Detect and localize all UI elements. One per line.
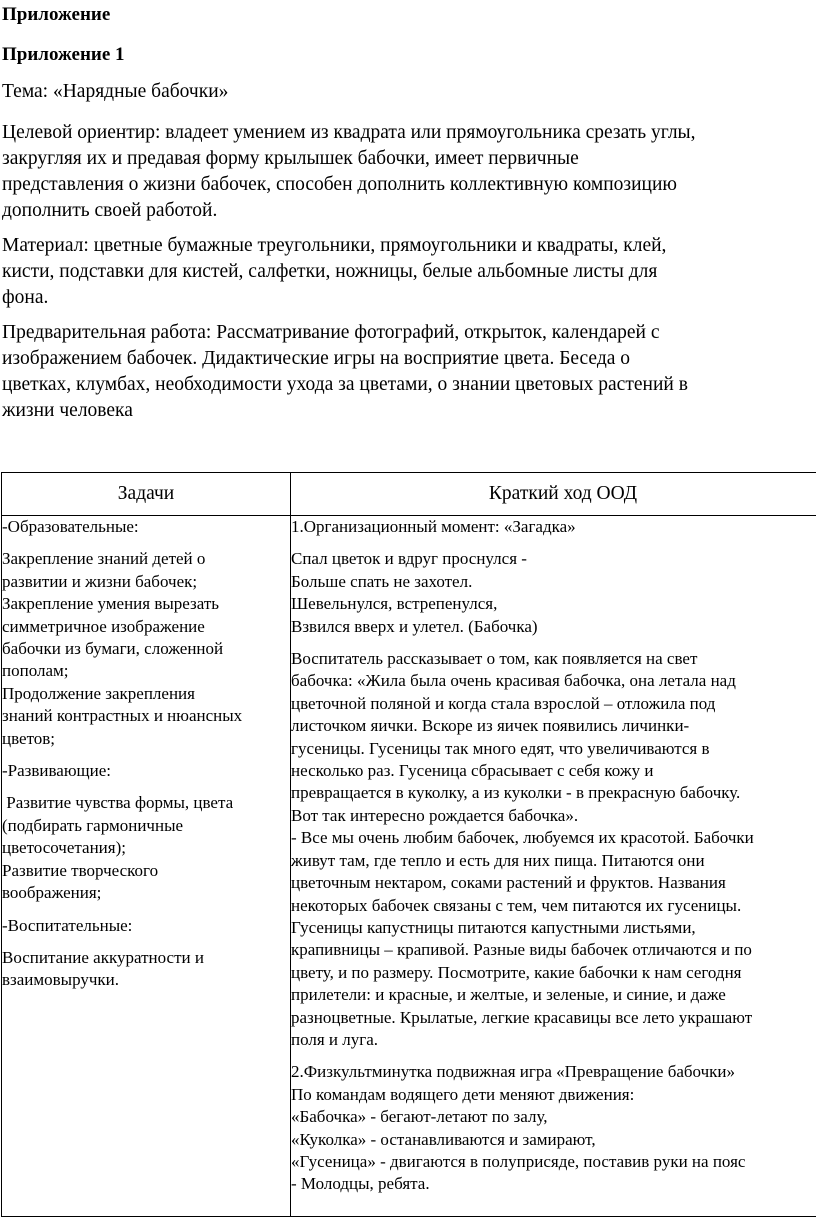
appendix-heading: Приложение 1 [2, 44, 125, 65]
ood-table [1, 472, 816, 1217]
story-line: поля и луга. [291, 1029, 379, 1049]
goal-line: закругляя их и предавая форму крылышек бабочки, имеет первичные [2, 148, 579, 169]
riddle-line: Шевельнулся, встрепенулся, [291, 594, 498, 614]
game-line: - Молодцы, ребята. [291, 1174, 430, 1194]
step-org-moment: 1.Организационный момент: «Загадка» [291, 517, 576, 536]
material-line: кисти, подставки для кистей, салфетки, ножницы, белые альбомные листы для [2, 261, 658, 282]
task-line: знаний контрастных и нюансных [2, 706, 243, 726]
vos-title: -Воспитательные: [2, 915, 133, 935]
prework-line: жизни человека [2, 400, 133, 421]
story-line: Гусеницы капустницы питаются капустными листьями, [291, 917, 696, 937]
course-header: Краткий ход ООД [291, 473, 816, 516]
prework-paragraph [2, 320, 816, 424]
goal-line: дополнить своей работой. [2, 200, 218, 221]
task-line: воображения; [2, 883, 102, 903]
task-line: Развитие чувства формы, цвета [2, 793, 234, 813]
task-line: Закрепление знаний детей о [2, 549, 206, 569]
task-line: Закрепление умения вырезать [2, 594, 220, 614]
goal-line: Целевой ориентир: владеет умением из квадрата или прямоугольника срезать углы, [2, 122, 696, 143]
task-line: Продолжение закрепления [2, 683, 195, 703]
task-line: Развитие творческого [2, 860, 159, 880]
game-line: По командам водящего дети меняют движения: [291, 1084, 635, 1104]
physical-game [291, 1061, 816, 1195]
course-cell [291, 516, 816, 1217]
story-line: некоторых бабочек связаны с тем, чем питаются их гусеницы. [291, 895, 742, 915]
game-line: «Бабочка» - бегают-летают по залу, [291, 1107, 548, 1127]
story-line: цветочной поляной и когда стала взрослой – отложила под [291, 693, 716, 713]
story-line: прилетели: и красные, и желтые, и зеленые, и синие, и даже [291, 985, 726, 1005]
table-header-row [2, 473, 816, 516]
story-line: Вот так интересно рождается бабочка». [291, 805, 579, 825]
prework-line: изображением бабочек. Дидактические игры на восприятие цвета. Беседа о [2, 348, 631, 369]
task-line: Воспитание аккуратности и [2, 947, 204, 967]
story-line: разноцветные. Крылатые, легкие красавицы все лето украшают [291, 1007, 753, 1027]
story-line: - Все мы очень любим бабочек, любуемся их красотой. Бабочки [291, 828, 754, 848]
dev-tasks [2, 792, 290, 904]
task-line: пополам; [2, 661, 69, 681]
story-line: цветочным нектаром, соками растений и фруктов. Названия [291, 873, 726, 893]
table-row [2, 516, 816, 1217]
game-line: 2.Физкультминутка подвижная игра «Превращение бабочки» [291, 1062, 736, 1082]
task-line: цветосочетания); [2, 838, 126, 858]
edu-title: -Образовательные: [2, 517, 139, 536]
tasks-header: Задачи [2, 473, 291, 516]
task-line: симметричное изображение [2, 616, 205, 636]
task-line: взаимовыручки. [2, 970, 120, 990]
riddle [291, 548, 816, 638]
story-line: бабочка: «Жила была очень красивая бабочка, она летала над [291, 671, 736, 691]
prework-line: Предварительная работа: Рассматривание фотографий, открыток, календарей с [2, 322, 660, 343]
story-line: крапивницы – крапивой. Разные виды бабочек отличаются и по [291, 940, 752, 960]
task-line: (подбирать гармоничные [2, 815, 184, 835]
story-line: листочком яички. Вскоре из яичек появились личинки- [291, 716, 690, 736]
story-line: Воспитатель рассказывает о том, как появляется на свет [291, 649, 698, 669]
page-heading: Приложение [2, 4, 111, 25]
goal-paragraph [2, 120, 816, 224]
story-line: цвету, и по размеру. Посмотрите, какие бабочки к нам сегодня [291, 962, 742, 982]
material-line: Материал: цветные бумажные треугольники, прямоугольники и квадраты, клей, [2, 235, 667, 256]
riddle-line: Спал цветок и вдруг проснулся - [291, 549, 527, 569]
tasks-cell [2, 516, 291, 1217]
riddle-line: Взвился вверх и улетел. (Бабочка) [291, 616, 538, 636]
edu-tasks [2, 548, 290, 750]
dev-title: -Развивающие: [2, 761, 112, 781]
goal-line: представления о жизни бабочек, способен дополнить коллективную композицию [2, 174, 677, 195]
task-line: развитии и жизни бабочек; [2, 571, 198, 591]
story-line: несколько раз. Гусеница сбрасывает с себя кожу и [291, 761, 654, 781]
material-paragraph [2, 233, 816, 311]
teacher-story [291, 648, 816, 1051]
story-line: живут там, где тепло и есть для них пища. Питаются они [291, 850, 705, 870]
game-line: «Гусеница» - двигаются в полуприсяде, поставив руки на пояс [291, 1151, 746, 1171]
game-line: «Куколка» - останавливаются и замирают, [291, 1129, 596, 1149]
vos-tasks [2, 947, 290, 992]
riddle-line: Больше спать не захотел. [291, 571, 473, 591]
task-line: бабочки из бумаги, сложенной [2, 639, 224, 659]
story-line: гусеницы. Гусеницы так много едят, что увеличиваются в [291, 738, 710, 758]
prework-line: цветках, клумбах, необходимости ухода за цветами, о знании цветовых растений в [2, 374, 688, 395]
task-line: цветов; [2, 728, 56, 748]
material-line: фона. [2, 287, 49, 308]
story-line: превращается в куколку, а из куколки - в прекрасную бабочку. [291, 783, 741, 803]
topic-line: Тема: «Нарядные бабочки» [2, 81, 229, 102]
